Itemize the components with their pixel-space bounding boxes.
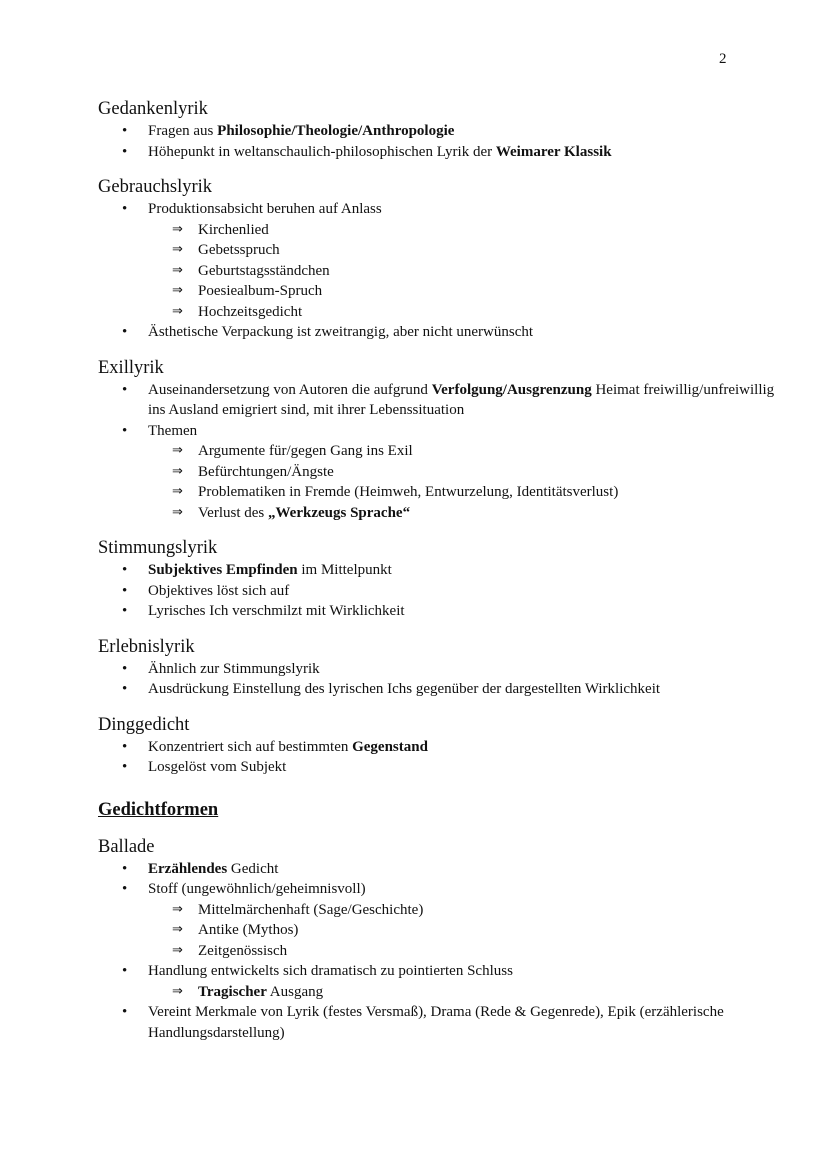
sub-list-item: ⇒ Poesiealbum-Spruch [98, 281, 778, 302]
sub-list-item: ⇒ Problematiken in Fremde (Heimweh, Entwurzelung, Identitätsverlust) [98, 482, 778, 503]
list-item: • Stoff (ungewöhnlich/geheimnisvoll) ⇒ Mittelmärchenhaft (Sage/Geschichte) ⇒ Antike (Mythos) ⇒ Zeitgenössisch [98, 879, 778, 961]
list-item: • Lyrisches Ich verschmilzt mit Wirklichkeit [98, 601, 778, 622]
sub-list-item: ⇒ Argumente für/gegen Gang ins Exil [98, 441, 778, 462]
list-item: • Auseinandersetzung von Autoren die aufgrund Verfolgung/Ausgrenzung Heimat freiwillig/unfreiwillig ins Ausland emigriert sind, mit ihrer Lebenssituation [98, 380, 778, 421]
list-item: • Erzählendes Gedicht [98, 859, 778, 880]
section-ballade [98, 836, 778, 1044]
sub-list-item: ⇒ Hochzeitsgedicht [98, 302, 778, 323]
list-item: • Fragen aus Philosophie/Theologie/Anthropologie [98, 121, 778, 142]
page-number: 2 [719, 51, 727, 67]
sub-list-item: ⇒ Tragischer Ausgang [98, 982, 778, 1003]
section-dinggedicht [98, 714, 778, 778]
sub-list-item: ⇒ Zeitgenössisch [98, 941, 778, 962]
list-item: • Objektives löst sich auf [98, 581, 778, 602]
section-title: Erlebnislyrik [98, 636, 195, 657]
list-item: • Vereint Merkmale von Lyrik (festes Versmaß), Drama (Rede & Gegenrede), Epik (erzählerische Handlungsdarstellung) [98, 1002, 778, 1043]
sub-list-item: ⇒ Befürchtungen/Ängste [98, 462, 778, 483]
section-title: Ballade [98, 836, 155, 857]
list-item: • Ausdrückung Einstellung des lyrischen Ichs gegenüber der dargestellten Wirklichkeit [98, 679, 778, 700]
section-gedankenlyrik [98, 98, 778, 162]
section-exillyrik [98, 357, 778, 524]
sub-list-item: ⇒ Mittelmärchenhaft (Sage/Geschichte) [98, 900, 778, 921]
list-item: • Konzentriert sich auf bestimmten Gegenstand [98, 737, 778, 758]
section-title: Exillyrik [98, 357, 164, 378]
list-item: • Ähnlich zur Stimmungslyrik [98, 659, 778, 680]
sub-list-item: ⇒ Antike (Mythos) [98, 920, 778, 941]
list-item: • Produktionsabsicht beruhen auf Anlass ⇒ Kirchenlied ⇒ Gebetsspruch ⇒ Geburtstagsständchen ⇒ Poesiealbum-Spruch ⇒ Hochzeitsgedicht [98, 199, 778, 322]
section-erlebnislyrik [98, 636, 778, 700]
section-title: Dinggedicht [98, 714, 190, 735]
sub-list-item: ⇒ Geburtstagsständchen [98, 261, 778, 282]
sub-list-item: ⇒ Gebetsspruch [98, 240, 778, 261]
list-item: • Höhepunkt in weltanschaulich-philosophischen Lyrik der Weimarer Klassik [98, 142, 778, 163]
list-item: • Themen ⇒ Argumente für/gegen Gang ins Exil ⇒ Befürchtungen/Ängste ⇒ Problematiken in Fremde (Heimweh, Entwurzelung, Identitätsverlust) ⇒ Verlust des „Werkzeugs Sprache“ [98, 421, 778, 524]
document-body [98, 98, 778, 1043]
list-item: • Subjektives Empfinden im Mittelpunkt [98, 560, 778, 581]
sub-list-item: ⇒ Kirchenlied [98, 220, 778, 241]
sub-list-item: ⇒ Verlust des „Werkzeugs Sprache“ [98, 503, 778, 524]
section-stimmungslyrik [98, 537, 778, 622]
section-title: Stimmungslyrik [98, 538, 218, 558]
list-item: • Handlung entwickelts sich dramatisch zu pointierten Schluss ⇒ Tragischer Ausgang [98, 961, 778, 1002]
section-title: Gedankenlyrik [98, 99, 208, 119]
list-item: • Losgelöst vom Subjekt [98, 757, 778, 778]
section-gebrauchslyrik [98, 176, 778, 343]
gedichtformen-heading: Gedichtformen [98, 799, 219, 820]
list-item: • Ästhetische Verpackung ist zweitrangig, aber nicht unerwünscht [98, 322, 778, 343]
section-title: Gebrauchslyrik [98, 177, 213, 197]
